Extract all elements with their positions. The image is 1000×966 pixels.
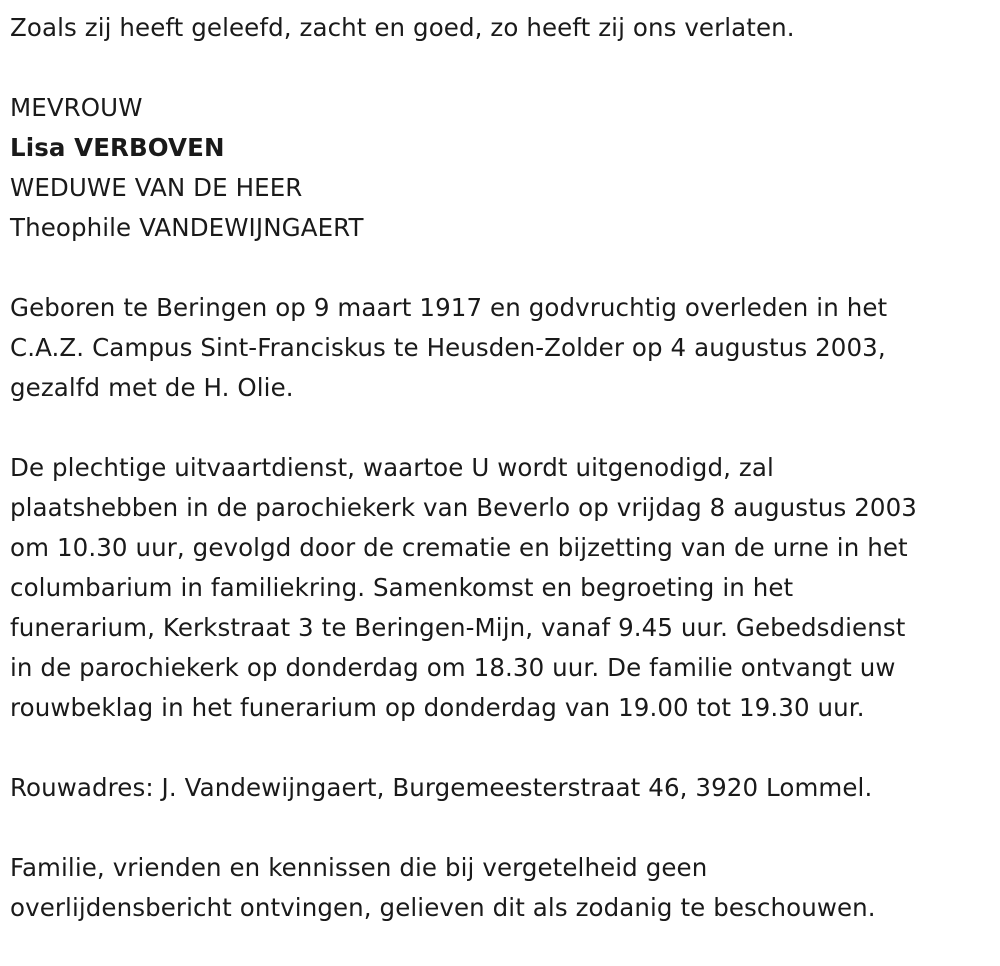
- paragraph-line: columbarium in familiekring. Samenkomst en begroeting in het: [10, 573, 794, 602]
- spacer: [10, 728, 995, 768]
- mourning-address: Rouwadres: J. Vandewijngaert, Burgemeesterstraat 46, 3920 Lommel.: [10, 773, 873, 802]
- paragraph-line: De plechtige uitvaartdienst, waartoe U wordt uitgenodigd, zal: [10, 453, 774, 482]
- paragraph-line: Familie, vrienden en kennissen die bij vergetelheid geen: [10, 853, 708, 882]
- birth-death-paragraph: [10, 288, 995, 408]
- closing-paragraph: [10, 848, 995, 928]
- paragraph-line: overlijdensbericht ontvingen, gelieven dit als zodanig te beschouwen.: [10, 893, 876, 922]
- paragraph-line: funerarium, Kerkstraat 3 te Beringen-Mijn, vanaf 9.45 uur. Gebedsdienst: [10, 613, 906, 642]
- opening-quote: Zoals zij heeft geleefd, zacht en goed, zo heeft zij ons verlaten.: [10, 13, 795, 42]
- widow-of-label: WEDUWE VAN DE HEER: [10, 173, 303, 202]
- paragraph-line: rouwbeklag in het funerarium op donderdag van 19.00 tot 19.30 uur.: [10, 693, 865, 722]
- deceased-name: Lisa VERBOVEN: [10, 133, 225, 162]
- obituary-notice: [10, 8, 995, 928]
- spacer: [10, 48, 995, 88]
- spacer: [10, 248, 995, 288]
- husband-name: Theophile VANDEWIJNGAERT: [10, 213, 364, 242]
- paragraph-line: plaatshebben in de parochiekerk van Beverlo op vrijdag 8 augustus 2003: [10, 493, 917, 522]
- spacer: [10, 408, 995, 448]
- service-paragraph: [10, 448, 995, 728]
- paragraph-line: gezalfd met de H. Olie.: [10, 373, 294, 402]
- paragraph-line: C.A.Z. Campus Sint-Franciskus te Heusden-Zolder op 4 augustus 2003,: [10, 333, 886, 362]
- spacer: [10, 808, 995, 848]
- paragraph-line: in de parochiekerk op donderdag om 18.30 uur. De familie ontvangt uw: [10, 653, 896, 682]
- paragraph-line: Geboren te Beringen op 9 maart 1917 en godvruchtig overleden in het: [10, 293, 888, 322]
- honorific: MEVROUW: [10, 93, 143, 122]
- paragraph-line: om 10.30 uur, gevolgd door de crematie en bijzetting van de urne in het: [10, 533, 908, 562]
